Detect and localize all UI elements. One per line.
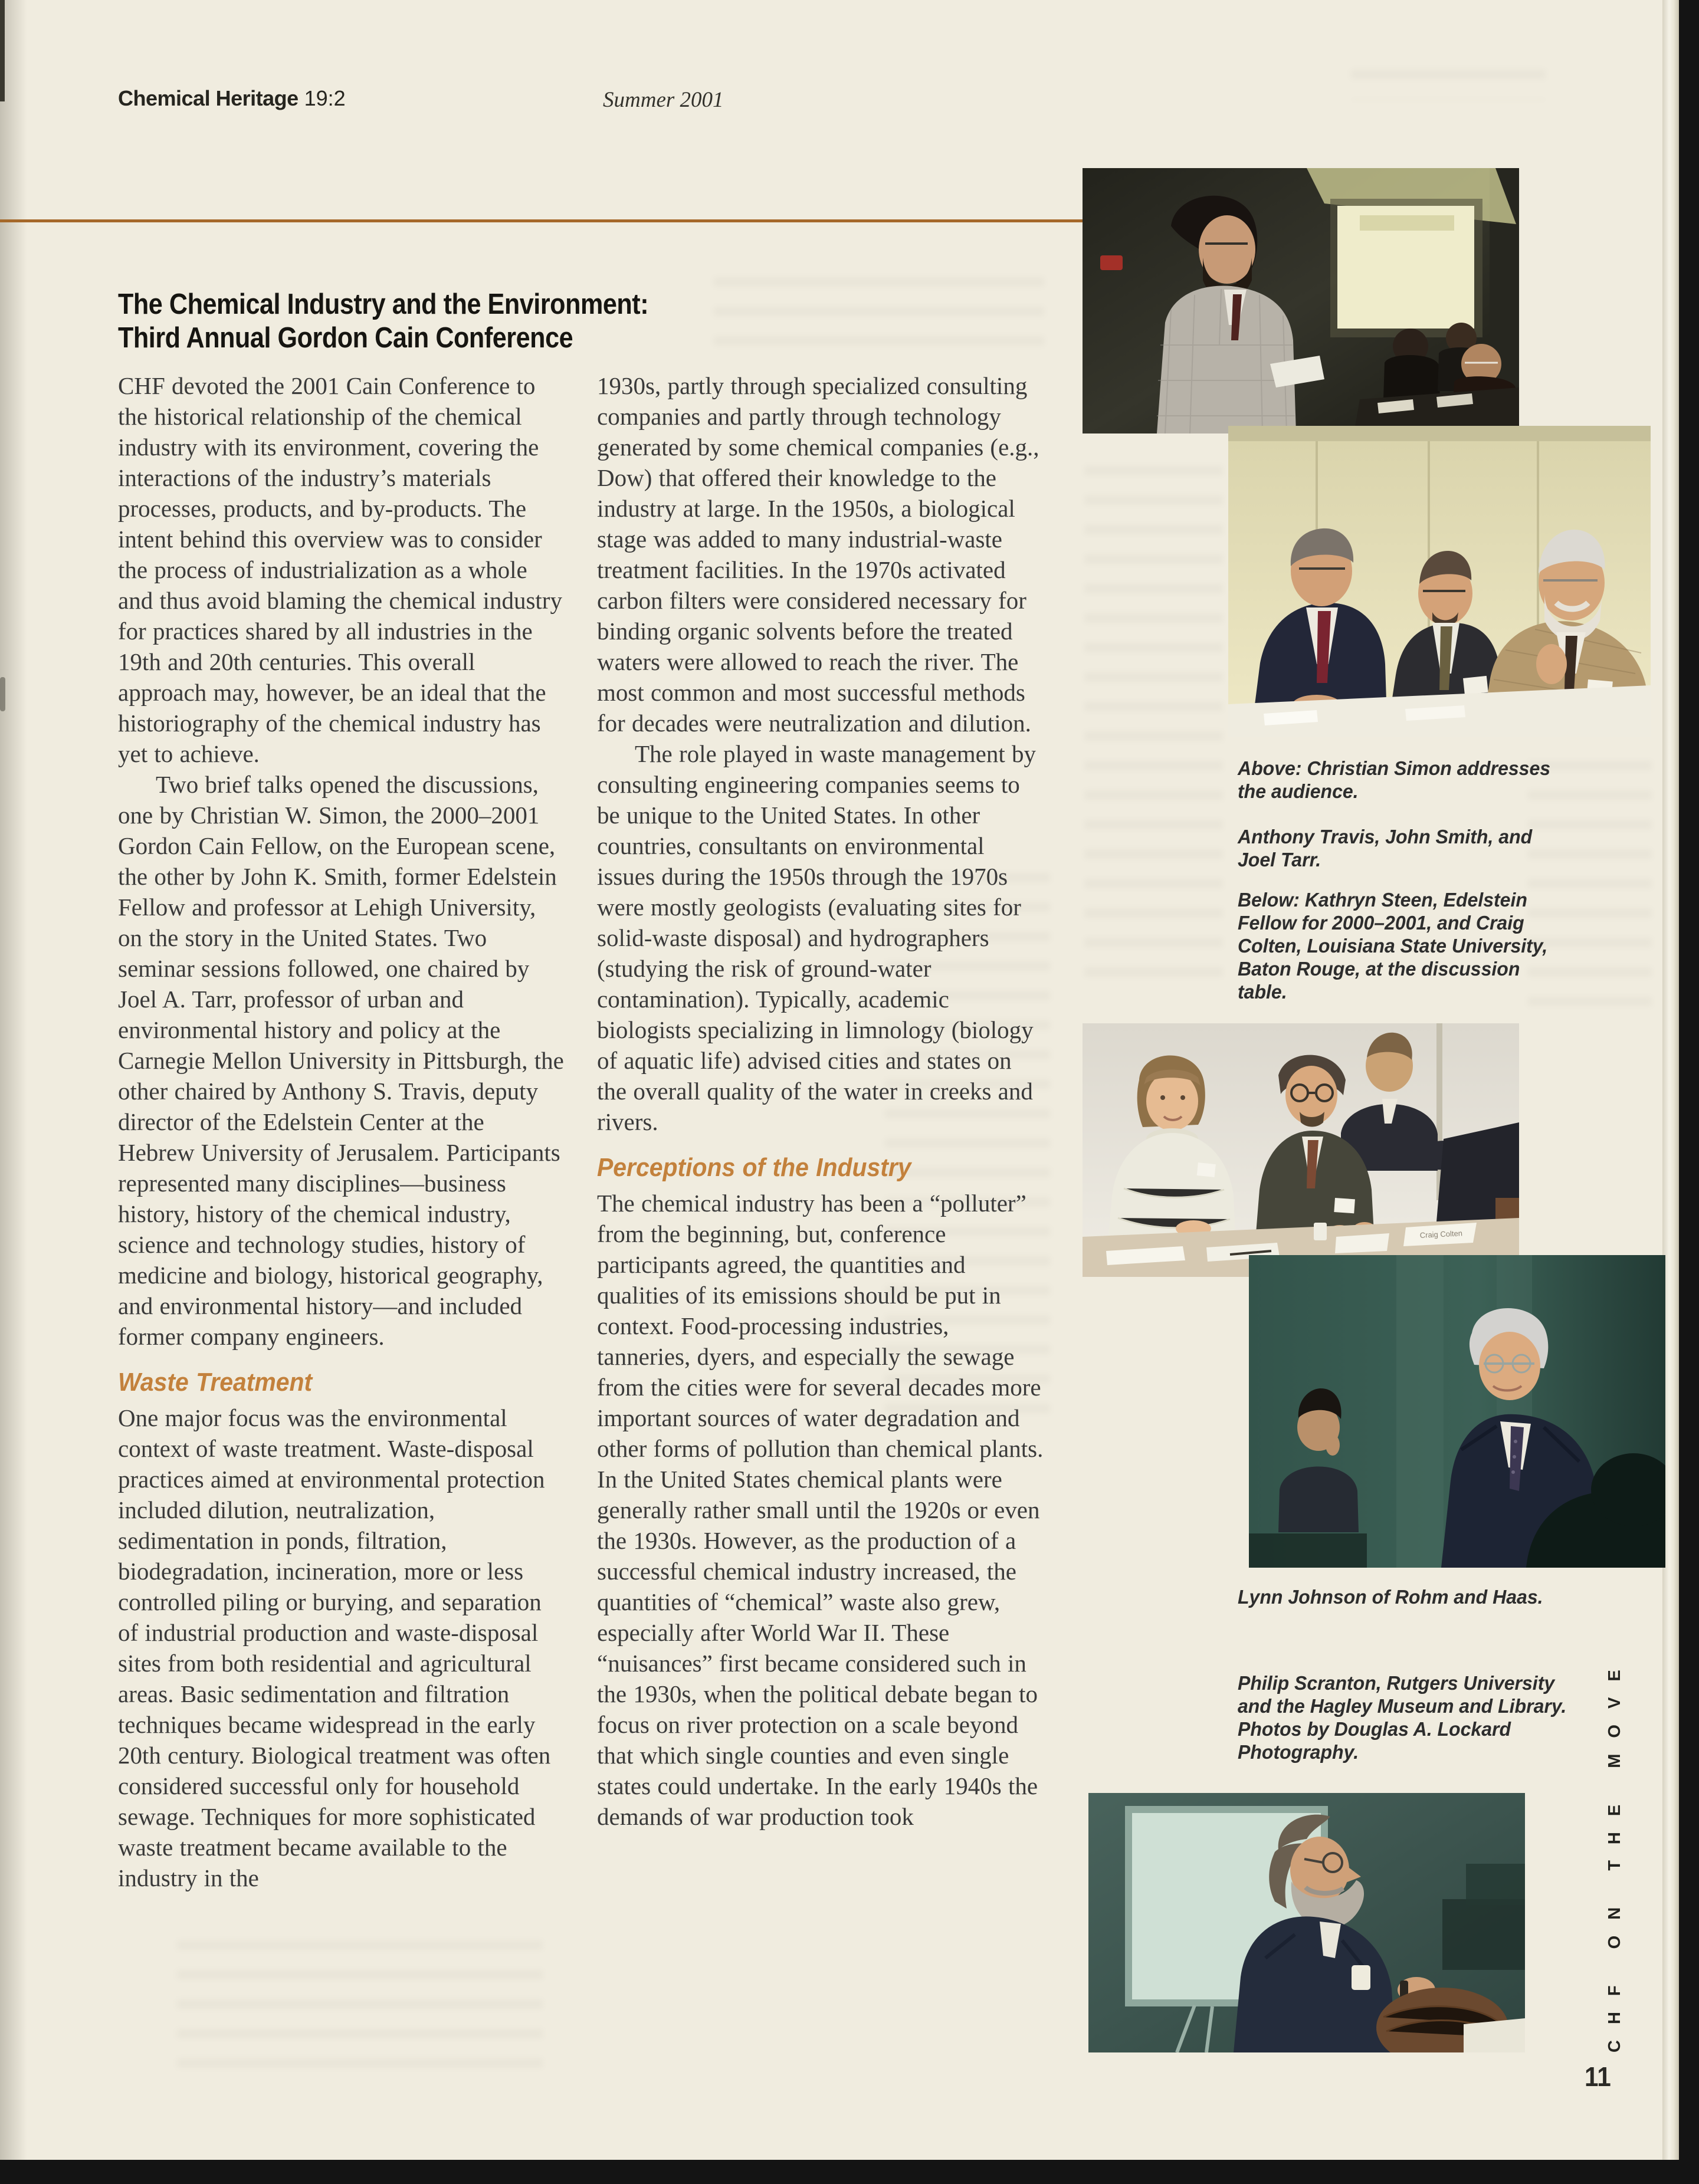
- photo-travis-smith-tarr-illustration: [1228, 426, 1651, 737]
- journal-issue: 19:2: [304, 86, 346, 110]
- bleed-through-ghost: [177, 1940, 543, 2076]
- running-header-season: Summer 2001: [603, 88, 724, 112]
- coffee-cup: [1352, 1965, 1370, 1990]
- name-badge: [1463, 676, 1488, 695]
- notepad: [1464, 2018, 1525, 2052]
- photo-travis-smith-tarr: [1228, 426, 1651, 737]
- photo-steen-colten-illustration: [1083, 1023, 1519, 1277]
- exit-light: [1100, 255, 1123, 270]
- caption-steen-colten: Below: Kathryn Steen, Edelstein Fellow for 2000–2001, and Craig Colten, Louisiana State University, Baton Rouge, at the discussion table.: [1238, 889, 1548, 1003]
- page-edge-stack: [1662, 0, 1679, 2160]
- caption-travis-smith-tarr: Anthony Travis, John Smith, and Joel Tarr.: [1238, 826, 1533, 871]
- photo-lynn-johnson: [1249, 1255, 1665, 1568]
- section-heading-perceptions: Perceptions of the Industry: [597, 1153, 911, 1182]
- article-title-line1: The Chemical Industry and the Environment:: [118, 288, 649, 320]
- body-column-left: [118, 370, 566, 1893]
- paragraph: Two brief talks opened the discussions, one by Christian W. Simon, the 2000–2001 Gordon Cain Fellow, on the European scene, the other by John K. Smith, former Edelstein Fellow and professor at Lehigh University, on the story in the United States. Two seminar sessions followed, one chaired by Joel A. Tarr, professor of urban and environmental history and policy at the Carnegie Mellon University in Pittsburgh, the other chaired by Anthony S. Travis, deputy director of the Edelstein Center at the Hebrew University of Jerusalem. Participants represented many disciplines—business history, history of the chemical industry, science and technology studies, history of medicine and biology, historical geography, and environmental history—and included former company engineers.: [118, 771, 564, 1350]
- vertical-banner-chf-on-the-move: CHF ON THE MOVE: [1605, 1654, 1624, 2052]
- photo-steen-colten: [1083, 1023, 1519, 1277]
- paragraph: 1930s, partly through specialized consulting companies and partly through technology generated by some chemical companies (e.g., Dow) that offered their knowledge to the industry at large. In the 1950s, a biological stage was added to many industrial-waste treatment facilities. In the 1970s activated carbon filters were considered necessary for binding organic solvents before the treated waters were allowed to reach the river. The most common and most successful methods for decades were neutralization and dilution.: [597, 372, 1039, 737]
- journal-name: Chemical Heritage: [118, 86, 299, 110]
- article-title: [118, 288, 845, 355]
- caption-philip-scranton: Philip Scranton, Rutgers University and the Hagley Museum and Library. Photos by Douglas A. Lockard Photography.: [1238, 1672, 1567, 1763]
- accent-rule: [0, 219, 1090, 222]
- name-badge: [1334, 1198, 1355, 1213]
- photo-lynn-johnson-illustration: [1249, 1255, 1665, 1568]
- photo-christian-simon: [1083, 168, 1519, 433]
- name-card-text: Craig Colten: [1419, 1229, 1463, 1240]
- running-header-journal: [118, 86, 346, 111]
- binding-spine-shadow: [0, 0, 27, 2160]
- scan-edge-sliver: [0, 0, 5, 101]
- photo-philip-scranton: [1088, 1793, 1525, 2052]
- bleed-through-ghost: [1351, 70, 1546, 100]
- section-heading-waste-treatment: Waste Treatment: [118, 1368, 313, 1397]
- binding-stitch-mark: [0, 677, 5, 711]
- caption-lynn-johnson: Lynn Johnson of Rohm and Haas.: [1238, 1586, 1543, 1608]
- page-number: 11: [1585, 2061, 1611, 2092]
- body-column-right: [597, 370, 1045, 1832]
- caption-christian-simon: Above: Christian Simon addresses the audience.: [1238, 757, 1551, 802]
- name-badge: [1197, 1162, 1216, 1177]
- paragraph: One major focus was the environmental context of waste treatment. Waste-disposal practices aimed at environmental protection included dilution, neutralization, sedimentation in ponds, filtration, biodegradation, incineration, more or less controlled piling or burying, and separation of industrial production and waste-disposal sites from both residential and agricultural areas. Basic sedimentation and filtration techniques became widespread in the early 20th century. Biological treatment was often considered successful only for household sewage. Techniques for more sophisticated waste treatment became available to the industry in the: [118, 1404, 551, 1891]
- bleed-through-ghost: [1084, 466, 1223, 997]
- paragraph: CHF devoted the 2001 Cain Conference to the historical relationship of the chemical industry with its environment, covering the interactions of the industry’s materials processes, products, and by-products. The intent behind this overview was to consider the process of industrialization as a whole and thus avoid blaming the chemical industry for practices shared by all industries in the 19th and 20th centuries. This overall approach may, however, be an ideal that the historiography of the chemical industry has yet to achieve.: [118, 372, 562, 767]
- photo-christian-simon-illustration: [1083, 168, 1519, 433]
- photo-philip-scranton-illustration: [1088, 1793, 1525, 2052]
- article-title-line2: Third Annual Gordon Cain Conference: [118, 322, 573, 354]
- paragraph: The chemical industry has been a “polluter” from the beginning, but, conference participants agreed, the quantities and qualities of its emissions should be put in context. Food-processing industries, tanneries, dyers, and especially the sewage from the cities were for several decades more important sources of water degradation and other forms of pollution than chemical plants. In the United States chemical plants were generally rather small until the 1920s or even the 1930s. However, as the production of a successful chemical industry increased, the quantities of “chemical” waste also grew, especially after World War II. These “nuisances” first became considered such in the 1930s, when the political debate began to focus on river protection on a scale beyond that which single counties and even single states could undertake. In the early 1940s the demands of war production took: [597, 1190, 1044, 1830]
- paragraph: The role played in waste management by consulting engineering companies seems to be unique to the United States. In other countries, consultants on environmental issues during the 1950s through the 1970s were mostly geologists (evaluating sites for solid-waste disposal) and hydrographers (studying the risk of ground-water contamination). Typically, academic biologists specializing in limnology (biology of aquatic life) advised cities and states on the overall quality of the water in creeks and rivers.: [597, 740, 1036, 1135]
